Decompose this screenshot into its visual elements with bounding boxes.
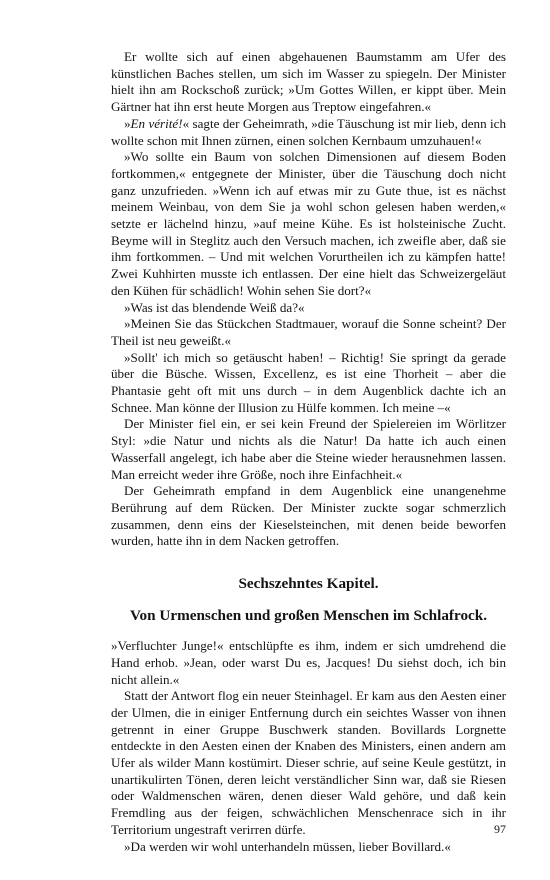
quote-mark: » bbox=[124, 115, 131, 131]
paragraph: »Verfluchter Junge!« entschlüpfte es ihm, indem er sich umdrehend die Hand erhob. »Jean, oder warst Du es, Jacques! Du siehst doch, ich bin nicht allein.« bbox=[111, 638, 506, 687]
paragraph: »Meinen Sie das Stückchen Stadtmauer, worauf die Sonne scheint? Der Theil ist neu geweißt.« bbox=[111, 316, 506, 348]
page-body bbox=[111, 49, 506, 855]
page-number: 97 bbox=[494, 822, 506, 836]
paragraph: »Sollt' ich mich so getäuscht haben! – Richtig! Sie springt da gerade über die Büsche. Wissen, Excellenz, es ist eine Thorheit – aber die Phantasie geht oft mit uns durch – in dem Augenblick dachte ich an Schnee. Man könne der Illusion zu Hülfe kommen. Ich meine –« bbox=[111, 349, 506, 415]
chapter-subtitle: Von Urmenschen und großen Menschen im Schlafrock. bbox=[129, 607, 488, 625]
chapter-title: Sechszehntes Kapitel. bbox=[238, 575, 379, 593]
paragraph: Der Minister fiel ein, er sei kein Freund der Spielereien im Wörlitzer Styl: »die Natur und nichts als die Natur! Da hatte ich auch einen Wasserfall angelegt, ich habe aber die Steine wieder herausnehmen lassen. Man erreicht weder ihre Größe, noch ihre Einfachheit.« bbox=[111, 416, 506, 482]
italic-phrase: En vérité! bbox=[130, 115, 183, 131]
paragraph: »Wo sollte ein Baum von solchen Dimensionen auf diesem Boden fortkommen,« entgegnete der Minister, über die Täuschung doch nicht ganz unzufrieden. »Wenn ich auf etwas mir zu Gute thue, ist es nächst meinem Weinbau, von dem Sie ja wohl schon gelesen haben werden,« setzte er lächelnd hinzu, »auf meine Kühe. Es ist holsteinische Zucht. Beyme will in Steglitz auch den Versuch machen, ich zweifle aber, daß sie ihm fortkommen. – Und mit welchen Vorurtheilen ich zu kämpfen hatte! Zwei Kuhhirten musste ich entlassen. Der eine hielt das Schweizergeläut den Kühen für schädlich! Wohin sehen Sie dort?« bbox=[111, 149, 506, 298]
paragraph: »Da werden wir wohl unterhandeln müssen, lieber Bovillard.« bbox=[124, 838, 451, 854]
paragraph: Er wollte sich auf einen abgehauenen Baumstamm am Ufer des künstlichen Baches stellen, um sich im Wasser zu spiegeln. Der Minister hielt ihn am Rockschoß zurück; »Um Gottes Willen, er kippt über. Mein Gärtner hat ihn erst heute Morgen aus Treptow eingefahren.« bbox=[111, 49, 506, 115]
paragraph-rest: « sagte der Geheimrath, »die Täuschung ist mir lieb, denn ich wollte schon mit Ihnen zürnen, einen solchen Kernbaum umzuhauen!« bbox=[111, 115, 506, 148]
paragraph bbox=[111, 116, 506, 149]
paragraph: »Was ist das blendende Weiß da?« bbox=[124, 299, 305, 315]
paragraph: Der Geheimrath empfand in dem Augenblick eine unangenehme Berührung auf dem Rücken. Der Minister zuckte sogar schmerzlich zusammen, denn eins der Kieselsteinchen, mit denen beide beworfen wurden, hatte ihn in dem Nacken getroffen. bbox=[111, 483, 506, 549]
paragraph: Statt der Antwort flog ein neuer Steinhagel. Er kam aus den Aesten einer der Ulmen, die in einiger Entfernung durch ein seichtes Wasser von ihnen getrennt in einer Gruppe Buschwerk standen. Bovillards Lorgnette entdeckte in den Aesten einen der Knaben des Ministers, einen andern am Ufer als wilder Mann kostümirt. Dieser schrie, auf seine Keule gestützt, in unartikulirten Tönen, deren leicht verständlicher Sinn war, daß sie Riesen oder Waldmenschen wären, denen dieser Wald gehöre, und daß kein Fremdling aus der feigen, schwächlichen Menschenrace sich in ihr Territorium ungestraft verirren dürfe. bbox=[111, 688, 506, 837]
